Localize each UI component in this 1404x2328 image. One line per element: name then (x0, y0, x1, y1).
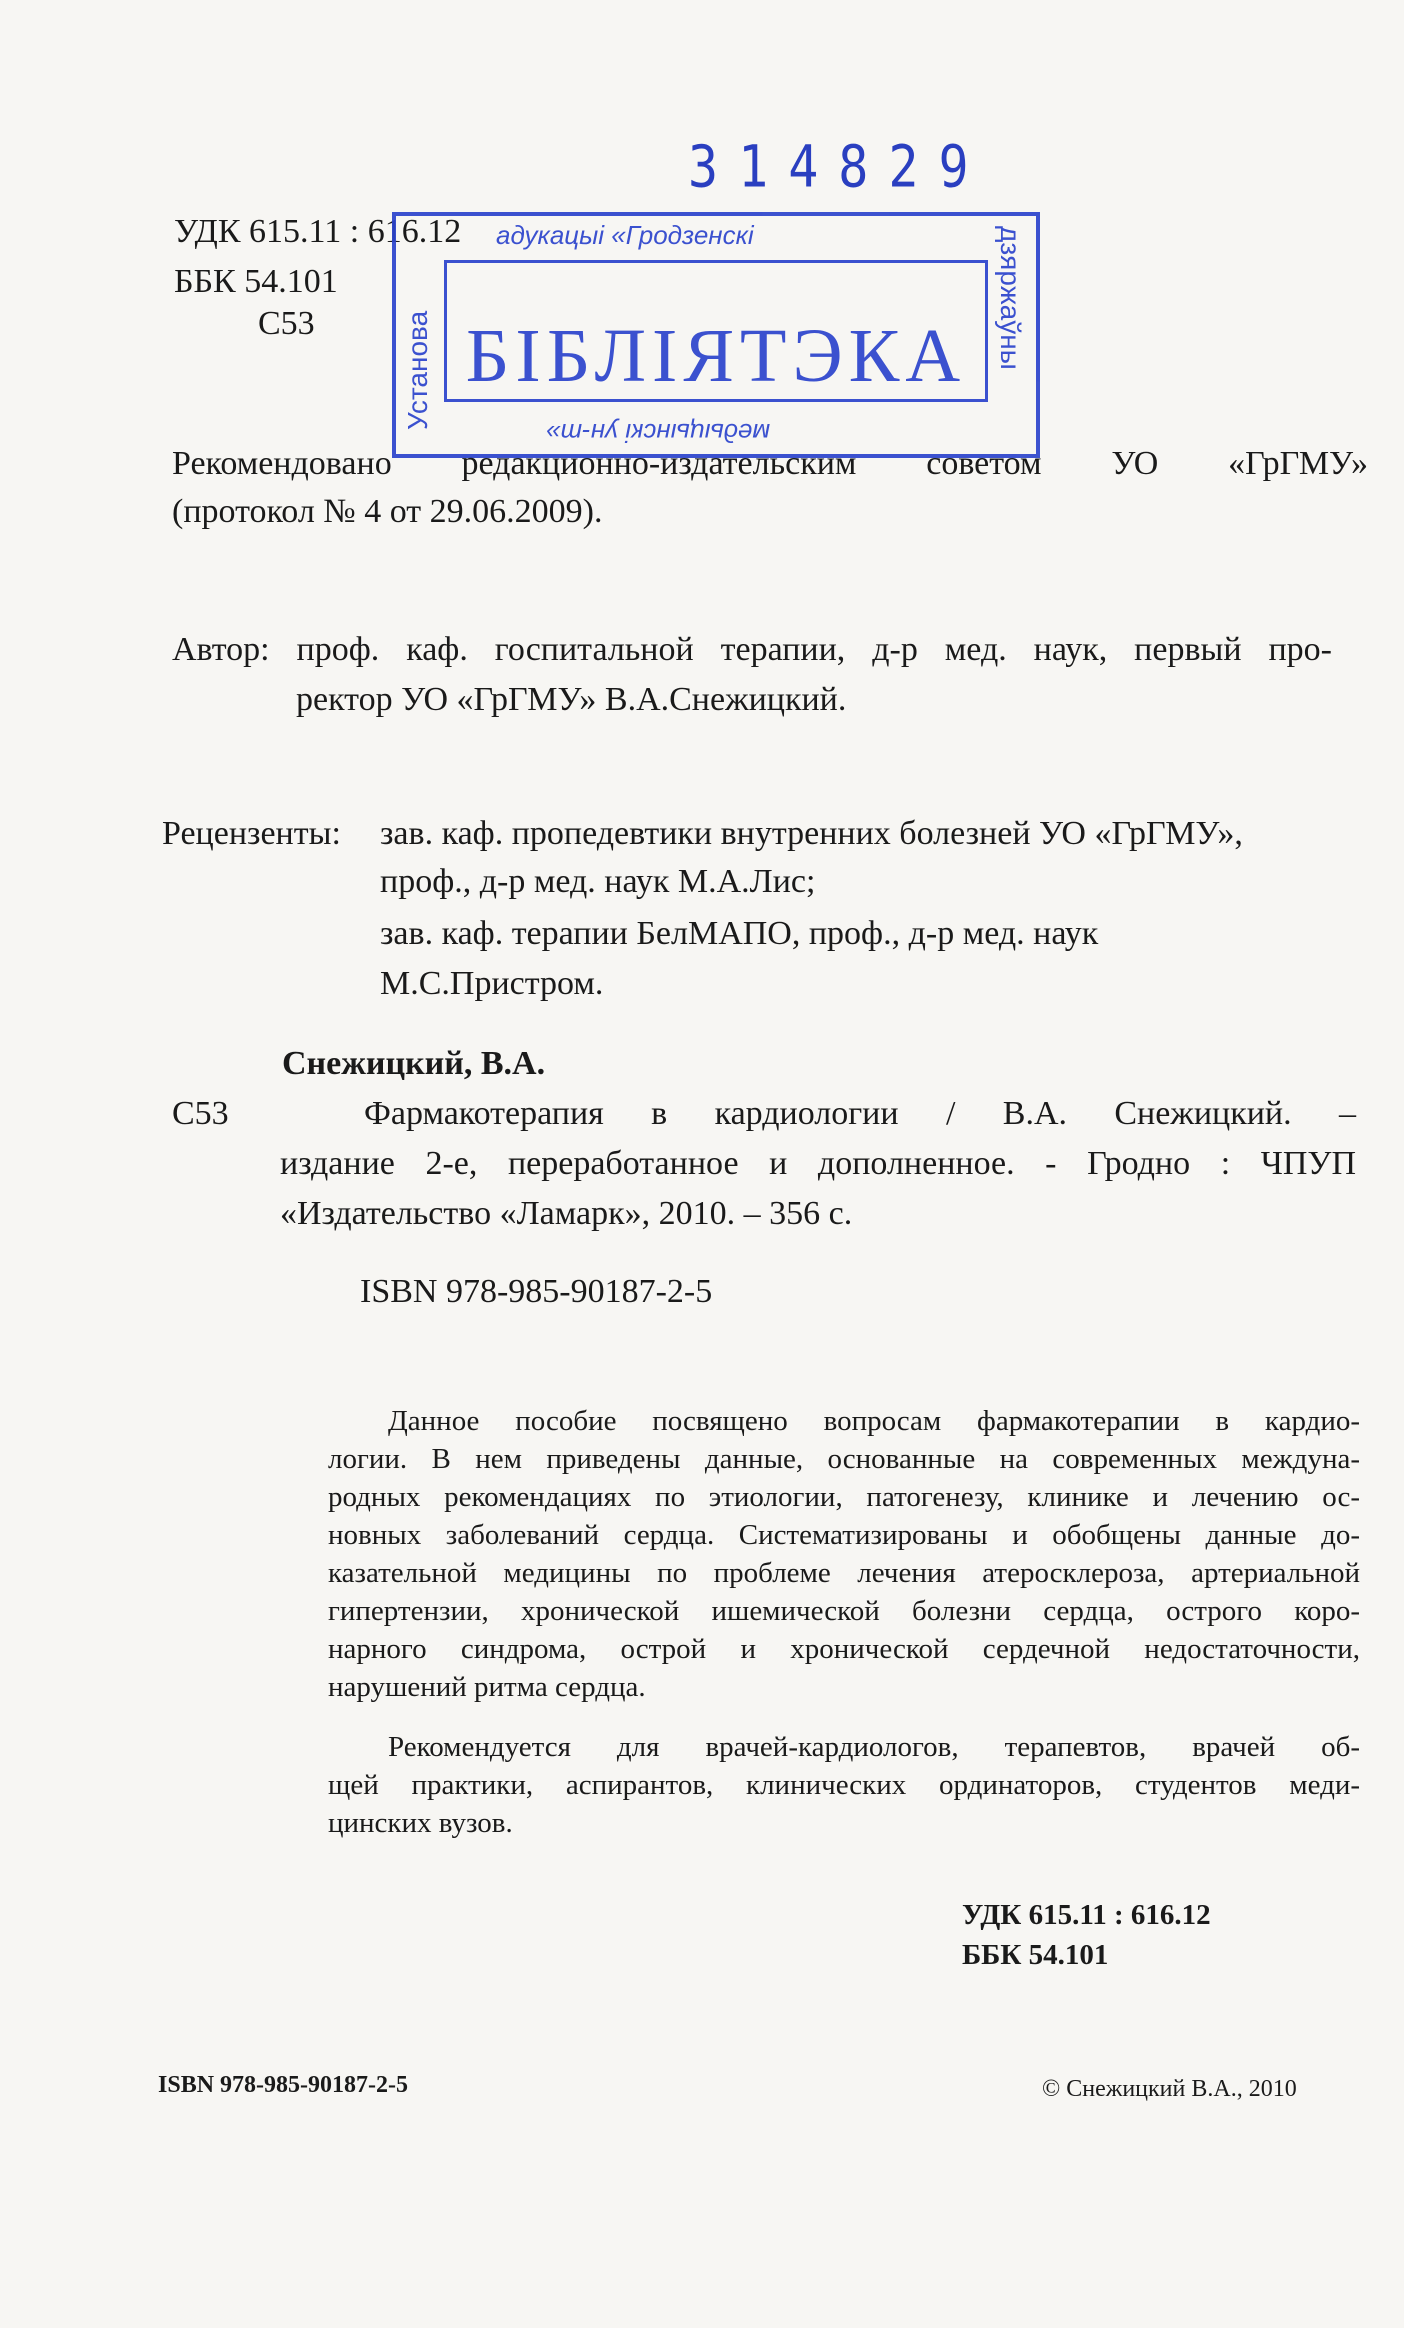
reviewer-line-1: зав. каф. пропедевтики внутренних болезней УО «ГрГМУ», (380, 815, 1243, 852)
stamp-right-text: дзяржаўны (995, 226, 1026, 370)
catalog-line-2: издание 2-е, переработанное и дополненное. - Гродно : ЧПУП (280, 1145, 1356, 1182)
stamp-bottom-text: медыцынскі ун-т» (546, 418, 771, 448)
reviewer-line-3: зав. каф. терапии БелМАПО, проф., д-р мед. наук (380, 915, 1099, 952)
library-stamp (392, 212, 1040, 458)
catalog-line-3: «Издательство «Ламарк», 2010. – 356 с. (280, 1195, 853, 1232)
catalog-author-heading: Снежицкий, В.А. (282, 1045, 546, 1082)
stamp-inner-frame (444, 260, 988, 402)
inventory-number-stamp: 314829 (688, 133, 989, 201)
stamp-left-text: Установа (402, 310, 433, 430)
abstract-p2-line-1: Рекомендуется для врачей-кардиологов, терапевтов, врачей об- (388, 1731, 1360, 1763)
abstract-p1-line-3: родных рекомендациях по этиологии, патогенезу, клинике и лечению ос- (328, 1481, 1360, 1513)
reviewer-line-4: М.С.Пристром. (380, 965, 604, 1002)
abstract-p2-line-2: щей практики, аспирантов, клинических ординаторов, студентов меди- (328, 1769, 1360, 1801)
catalog-line-1: Фармакотерапия в кардиологии / В.А. Снежицкий. – (364, 1095, 1356, 1132)
abstract-p1-line-4: новных заболеваний сердца. Систематизированы и обобщены данные до- (328, 1519, 1360, 1551)
author-block (172, 626, 1332, 726)
footer-udk: УДК 615.11 : 616.12 (962, 1899, 1211, 1931)
footer-copyright: © Снежицкий В.А., 2010 (1042, 2076, 1297, 2102)
recommendation-block (172, 440, 1368, 540)
author-line-1: Автор: проф. каф. госпитальной терапии, д-р мед. наук, первый про- (172, 631, 1332, 668)
catalog-description (280, 1090, 1356, 1250)
reviewer-line-2: проф., д-р мед. наук М.А.Лис; (380, 863, 816, 900)
catalog-isbn: ISBN 978-985-90187-2-5 (360, 1273, 713, 1310)
abstract-p1-line-1: Данное пособие посвящено вопросам фармакотерапии в кардио- (388, 1405, 1360, 1437)
author-line-2: ректор УО «ГрГМУ» В.А.Снежицкий. (296, 681, 847, 718)
abstract-block (328, 1402, 1360, 1842)
stamp-top-text: адукацыі «Гродзенскі (496, 220, 754, 250)
reviewers-block (380, 810, 1400, 1010)
bbk-header: ББК 54.101 (174, 263, 338, 300)
abstract-p1-line-8: нарушений ритма сердца. (328, 1671, 646, 1703)
author-code-header: С53 (258, 305, 315, 342)
abstract-p1-line-6: гипертензии, хронической ишемической болезни сердца, острого коро- (328, 1595, 1360, 1627)
stamp-main-word: БІБЛІЯТЭКА (465, 314, 967, 398)
reviewers-label: Рецензенты: (162, 815, 341, 852)
footer-isbn: ISBN 978-985-90187-2-5 (158, 2072, 408, 2098)
abstract-p1-line-7: нарного синдрома, острой и хронической сердечной недостаточности, (328, 1633, 1360, 1665)
recommendation-line-1: Рекомендовано редакционно-издательским советом УО «ГрГМУ» (172, 445, 1368, 482)
abstract-p2-line-3: цинских вузов. (328, 1807, 513, 1839)
recommendation-line-2: (протокол № 4 от 29.06.2009). (172, 493, 603, 530)
footer-bbk: ББК 54.101 (962, 1939, 1109, 1971)
udk-header: УДК 615.11 : 616.12 (174, 213, 462, 250)
abstract-p1-line-2: логии. В нем приведены данные, основанные на современных междуна- (328, 1443, 1360, 1475)
abstract-p1-line-5: казательной медицины по проблеме лечения атеросклероза, артериальной (328, 1557, 1360, 1589)
catalog-code: С53 (172, 1095, 229, 1132)
